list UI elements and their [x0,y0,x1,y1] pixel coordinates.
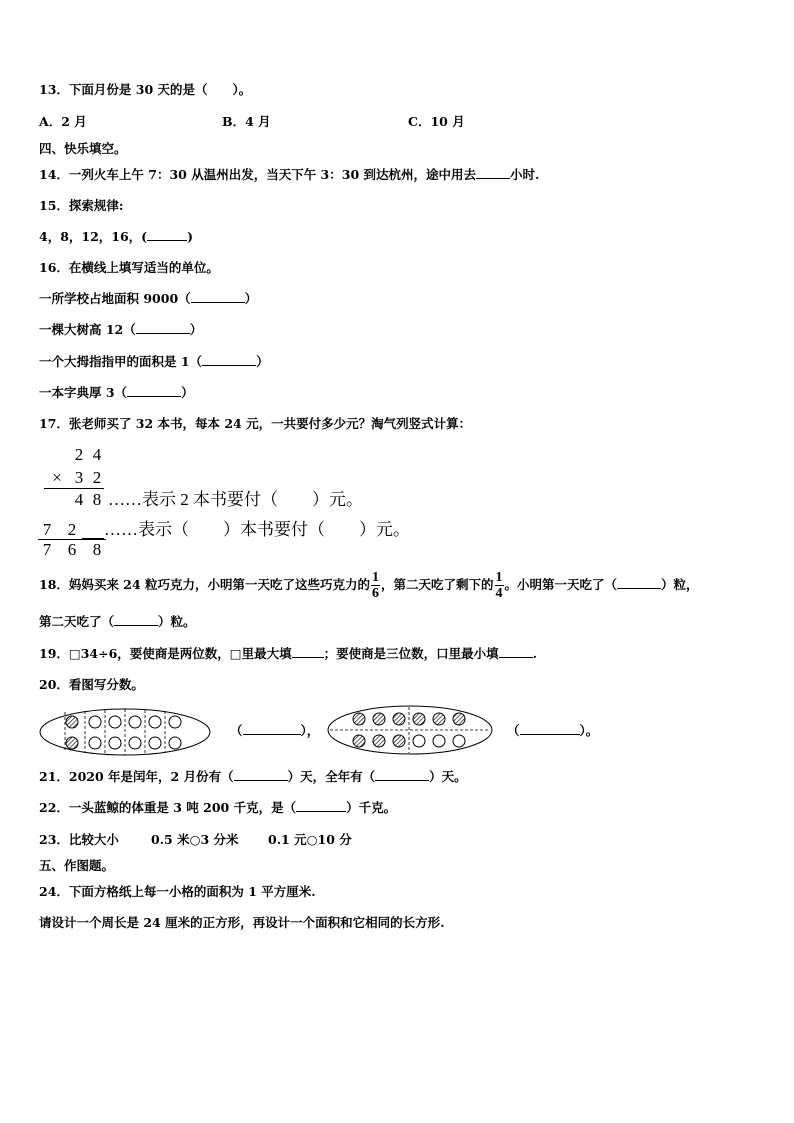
q17-note-books: ……表示（ ）本书要付（ ）元。 [104,520,410,539]
q20-stem: 20．看图写分数。 [39,677,144,692]
calc-digit: 6 [67,540,77,559]
q14-text-after: 小时. [510,167,540,182]
q21-part2: ）天，全年有（ [287,769,376,784]
q16-item-text: 一本字典厚 3（ [39,385,128,400]
q20-open-paren: （ [507,723,520,738]
q17-note-two-books: ……表示 2 本书要付（ ）元。 [108,490,363,509]
q16-item-text: 一棵大树高 12（ [39,322,136,337]
q16-item-close: ） [189,322,203,337]
calc-digit: 8 [92,540,102,559]
calc-digit: 2 [92,468,102,487]
q14 [39,167,539,183]
shaded-circle [453,713,465,725]
q20-open-paren: （ [230,723,243,738]
calc-digit: 3 [74,468,84,487]
q20-close-paren: ）， [300,723,320,738]
fraction-numerator: 1 [372,570,379,585]
calc-digit: 7 [42,540,52,559]
figure-circles-right [326,704,494,756]
empty-circle [149,716,161,728]
q14-answer-blank[interactable] [476,178,510,179]
q15-sequence [39,229,193,245]
q20-answer-1 [230,723,319,739]
shaded-circle [433,713,445,725]
q20-answer-2 [507,723,598,739]
q18-line-1 [39,568,699,602]
shaded-circle [373,713,385,725]
q16-item [39,385,194,401]
section-5-heading: 五、作图题。 [39,858,115,873]
q16-item [39,291,257,307]
fraction-one-sixth [371,570,380,601]
q13-option-c[interactable]: C．10 月 [408,114,465,129]
figure-circles-left [38,707,213,757]
q22-part2: ）千克。 [346,800,397,815]
shaded-circle [393,735,405,747]
empty-circle [89,737,101,749]
shaded-circle [373,735,385,747]
q18-second-day-blank[interactable] [114,625,158,626]
q16-stem: 16．在横线上填写适当的单位。 [39,260,219,275]
empty-circle [453,735,465,747]
calc-rule-1 [44,488,104,489]
empty-circle [89,716,101,728]
q16-item-text: 一个大拇指指甲的面积是 1（ [39,354,203,369]
shaded-circle [413,713,425,725]
shaded-circle [393,713,405,725]
q16-unit-blank[interactable] [202,365,256,366]
calc-digit: 2 [74,445,84,464]
q21-part1: 21．2020 年是闰年，2 月份有（ [39,769,234,784]
q14-text-before: 14．一列火车上午 7：30 从温州出发，当天下午 3：30 到达杭州，途中用去 [39,167,476,182]
empty-circle [413,735,425,747]
q18-part2: ，第二天吃了剩下的 [381,577,494,592]
q16-item [39,322,202,338]
q20-close-paren: ）。 [579,723,599,738]
empty-circle [433,735,445,747]
q16-item-close: ） [256,354,269,369]
empty-circle [109,716,121,728]
q13-stem: 13．下面月份是 30 天的是（ ）。 [39,82,252,97]
q19 [39,646,537,662]
q16-unit-blank[interactable] [136,333,190,334]
q20-fraction-blank-1[interactable] [243,734,301,735]
q23-label: 23．比较大小 [39,832,119,847]
times-sign: × [52,468,62,487]
q22 [39,800,396,816]
shaded-circle [66,716,78,728]
q16-item-close: ） [244,291,258,306]
empty-circle [129,716,141,728]
q16-unit-blank[interactable] [191,302,245,303]
calc-digit: 4 [74,490,84,509]
calc-digit: 4 [92,445,102,464]
q24-line-2: 请设计一个周长是 24 厘米的正方形，再设计一个面积和它相同的长方形. [39,915,445,930]
calc-digit: 2 [67,520,77,539]
q15-answer-blank[interactable] [147,240,187,241]
q13-option-b[interactable]: B．4 月 [222,114,271,129]
q15-seq-text: 4，8，12，16，( [39,229,148,244]
q15-stem: 15．探索规律: [39,198,124,213]
shaded-circle [353,713,365,725]
q20-fraction-blank-2[interactable] [520,734,580,735]
q21 [39,769,467,785]
q23-compare-a[interactable]: 0.5 米○3 分米 [151,832,239,847]
q21-feb-days-blank[interactable] [234,780,288,781]
q16-item-close: ） [181,385,194,400]
q18-line-2 [39,614,196,630]
q17-stem: 17．张老师买了 32 本书，每本 24 元，一共要付多少元？淘气列竖式计算： [39,416,472,431]
q19-max-blank[interactable] [292,657,324,658]
q18-first-day-blank[interactable] [617,588,661,589]
fraction-denominator: 4 [495,586,503,601]
q22-kg-blank[interactable] [296,811,346,812]
q13-option-a[interactable]: A．2 月 [39,114,87,129]
fraction-one-quarter [495,570,504,601]
q18-line2-before: 第二天吃了（ [39,614,115,629]
fraction-denominator: 6 [372,586,379,601]
q18-part4: ）粒， [661,577,699,592]
q16-unit-blank[interactable] [127,396,181,397]
q16-item [39,354,269,370]
empty-circle [149,737,161,749]
fraction-numerator: 1 [495,570,503,585]
q15-seq-end: ) [187,229,194,244]
q19-part1: 19．□34÷6，要使商是两位数，□里最大填 [39,646,292,661]
section-4-heading: 四、快乐填空。 [39,141,127,156]
q24-line-1: 24．下面方格纸上每一小格的面积为 1 平方厘米. [39,884,316,899]
q18-part3: 。小明第一天吃了（ [504,577,618,592]
q19-min-blank[interactable] [499,657,533,658]
q23-compare-b[interactable]: 0.1 元○10 分 [268,832,352,847]
calc-digit: 7 [42,520,52,539]
empty-circle [129,737,141,749]
shaded-circle [353,735,365,747]
q21-part3: ）天。 [429,769,467,784]
empty-circle [169,737,181,749]
q21-year-days-blank[interactable] [375,780,429,781]
q19-part3: . [532,646,537,661]
empty-circle [169,716,181,728]
empty-circle [109,737,121,749]
q18-line2-after: ）粒。 [158,614,196,629]
q16-item-text: 一所学校占地面积 9000（ [39,291,191,306]
calc-digit: 8 [92,490,102,509]
q19-part2: ；要使商是三位数，口里最小填 [323,646,499,661]
q22-part1: 22．一头蓝鲸的体重是 3 吨 200 千克，是（ [39,800,297,815]
shaded-circle [66,737,78,749]
q18-part1: 18．妈妈买来 24 粒巧克力，小明第一天吃了这些巧克力的 [39,577,370,592]
